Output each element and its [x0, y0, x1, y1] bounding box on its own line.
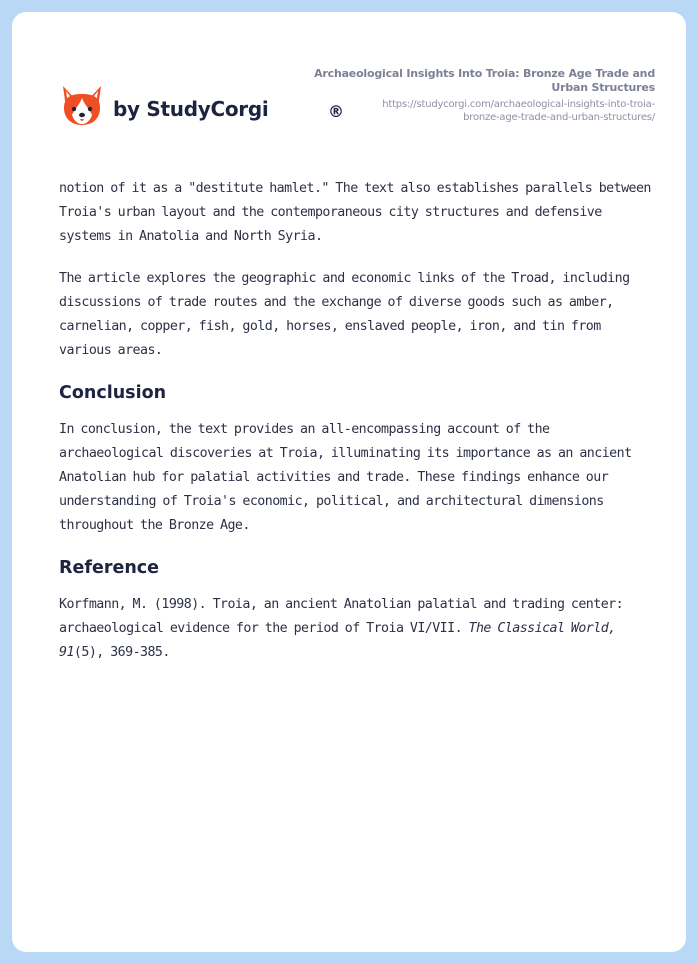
document-body [59, 177, 657, 683]
reference-entry [59, 593, 657, 665]
body-paragraph-2: The article explores the geographic and economic links of the Troad, including discussions of trade routes and the exchange of diverse goods such as amber, carnelian, copper, fish, gold, horses, enslaved people, iron, and tin from various areas. [59, 271, 630, 358]
document-title [295, 67, 655, 95]
document-title-line-1: Archaeological Insights Into Troia: Bronze Age Trade and [314, 67, 655, 80]
document-title-line-2: Urban Structures [551, 81, 655, 94]
registered-mark: ® [328, 102, 344, 121]
reference-suffix: (5), 369-385. [73, 645, 170, 660]
brand-name: by StudyCorgi [113, 97, 269, 121]
body-paragraph-1: notion of it as a "destitute hamlet." The text also establishes parallels between Troia's urban layout and the contemporaneous city structures and defensive systems in Anatolia and North Syria. [59, 181, 651, 244]
document-header [295, 67, 655, 124]
document-url-line-1: https://studycorgi.com/archaeological-insights-into-troia- [382, 99, 655, 110]
conclusion-paragraph: In conclusion, the text provides an all-encompassing account of the archaeological discoveries at Troia, illuminating its importance as an ancient Anatolian hub for palatial activities and trade. These findings enhance our understanding of Troia's economic, political, and architectural dimensions throughout the Bronze Age. [59, 422, 632, 533]
document-url[interactable] [295, 98, 655, 124]
studycorgi-logo[interactable] [60, 76, 344, 136]
document-page [12, 12, 686, 952]
reference-heading: Reference [59, 558, 160, 578]
conclusion-heading: Conclusion [59, 383, 167, 403]
document-url-line-2: bronze-age-trade-and-urban-structures/ [463, 112, 655, 123]
corgi-icon [60, 82, 104, 130]
reference-journal: The Classical World, 91 [59, 621, 616, 660]
reference-prefix: Korfmann, M. (1998). Troia, an ancient Anatolian palatial and trading center: archaeological evidence for the period of Troia VI/VII. [59, 597, 624, 636]
